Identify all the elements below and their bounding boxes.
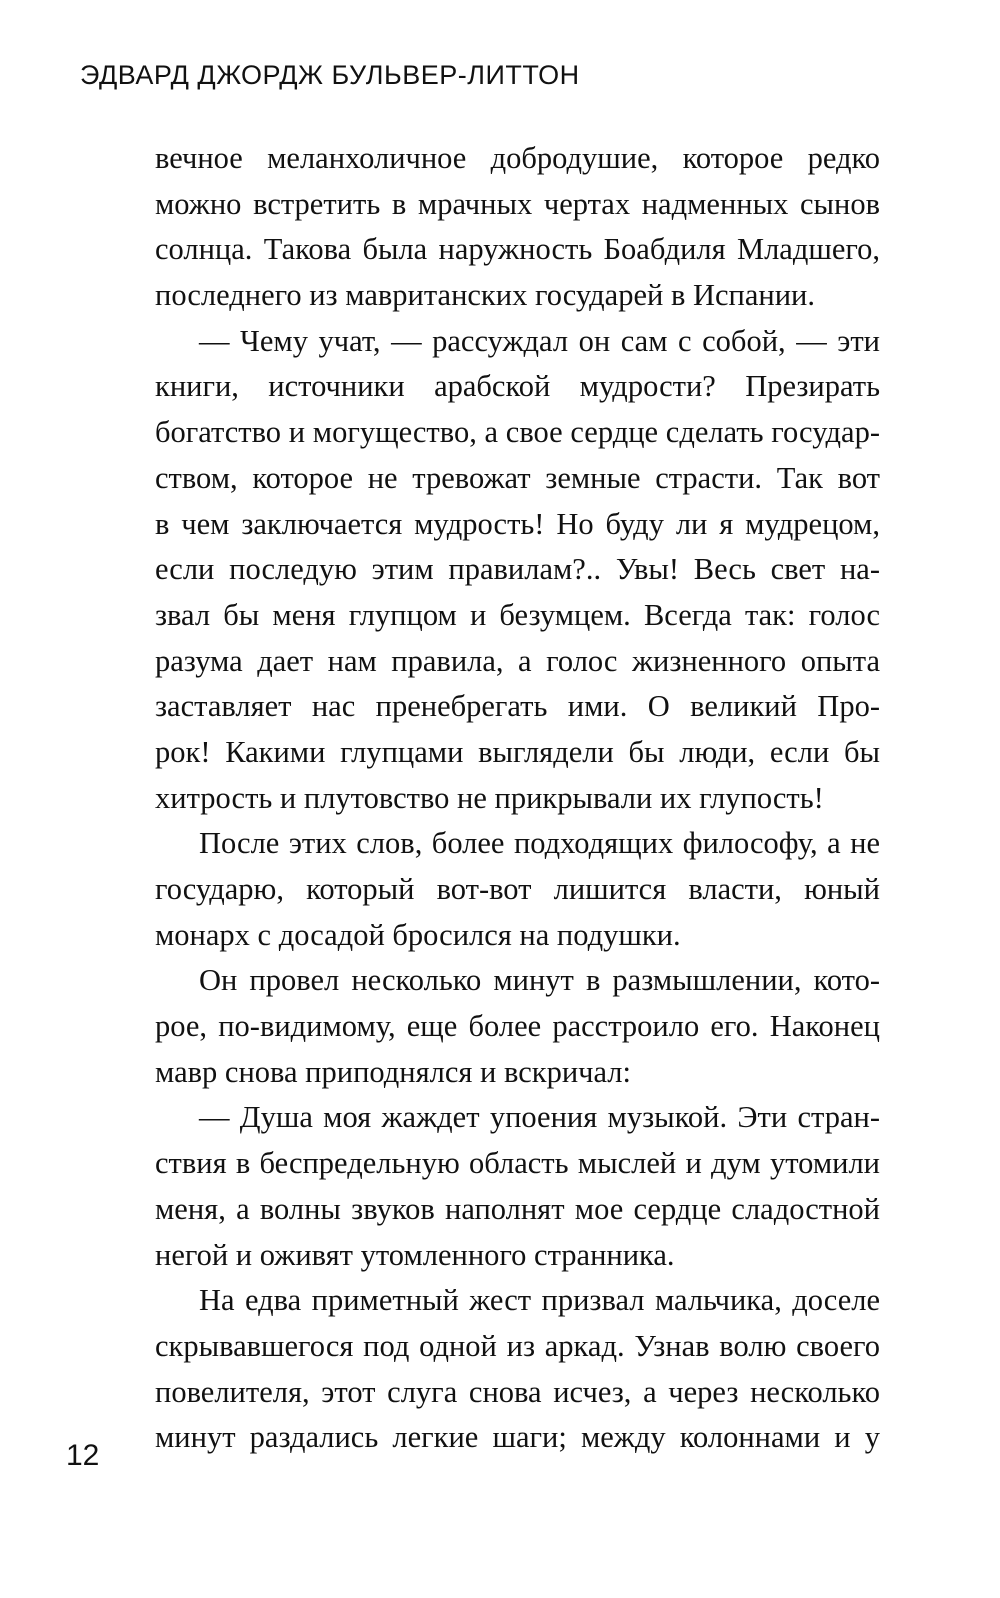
text-line: монарх с досадой бросился на подушки. <box>155 917 681 952</box>
running-header: ЭДВАРД ДЖОРДЖ БУЛЬВЕР-ЛИТТОН <box>80 60 580 90</box>
text-line: ством, которое не тревожат земные страсти. Так вот <box>155 460 880 495</box>
text-line: негой и оживят утомленного странника. <box>155 1237 675 1272</box>
text-line: рок! Какими глупцами выглядели бы люди, если бы <box>155 734 880 769</box>
text-line: ствия в беспредельную область мыслей и дум утомили <box>155 1146 880 1181</box>
text-line: последнего из мавританских государей в Испании. <box>155 278 815 313</box>
page-number: 12 <box>66 1439 100 1472</box>
text-line: если последую этим правилам?.. Увы! Весь свет на- <box>155 552 880 587</box>
text-line: После этих слов, более подходящих философу, а не <box>199 826 880 861</box>
text-line: в чем заключается мудрость! Но буду ли я мудрецом, <box>155 506 880 541</box>
text-line: вечное меланхоличное добродушие, которое редко <box>155 141 880 175</box>
text-line: Он провел несколько минут в размышлении, кото- <box>199 963 880 998</box>
text-line: повелителя, этот слуга снова исчез, а через несколько <box>155 1374 880 1409</box>
text-line: заставляет нас пренебрегать ими. О великий Про- <box>155 689 880 724</box>
text-line: хитрость и плутовство не прикрывали их глупость! <box>155 780 824 815</box>
text-line: — Чему учат, — рассуждал он сам с собой, — эти <box>199 323 880 358</box>
text-line: На едва приметный жест призвал мальчика, доселе <box>199 1283 880 1318</box>
text-line: можно встретить в мрачных чертах надменных сынов <box>155 186 880 221</box>
text-line: рое, по-видимому, еще более расстроило его. Наконец <box>155 1009 880 1044</box>
text-line: звал бы меня глупцом и безумцем. Всегда так: голос <box>155 597 880 632</box>
text-line: солнца. Такова была наружность Боабдиля Младшего, <box>155 232 880 267</box>
text-line: — Душа моя жаждет упоения музыкой. Эти стран- <box>199 1100 880 1135</box>
text-line: богатство и могущество, а свое сердце сделать государ- <box>155 415 880 450</box>
text-line: скрывавшегося под одной из аркад. Узнав волю своего <box>155 1328 880 1363</box>
text-line: книги, источники арабской мудрости? Презирать <box>155 369 880 404</box>
text-line: государю, который вот-вот лишится власти, юный <box>155 872 880 906</box>
text-line: меня, а волны звуков наполнят мое сердце сладостной <box>155 1191 880 1226</box>
text-line: минут раздались легкие шаги; между колоннами и у <box>155 1420 880 1455</box>
text-line: разума дает нам правила, а голос жизненного опыта <box>155 643 880 678</box>
text-line: мавр снова приподнялся и вскричал: <box>155 1054 631 1089</box>
body-text <box>155 136 880 1461</box>
